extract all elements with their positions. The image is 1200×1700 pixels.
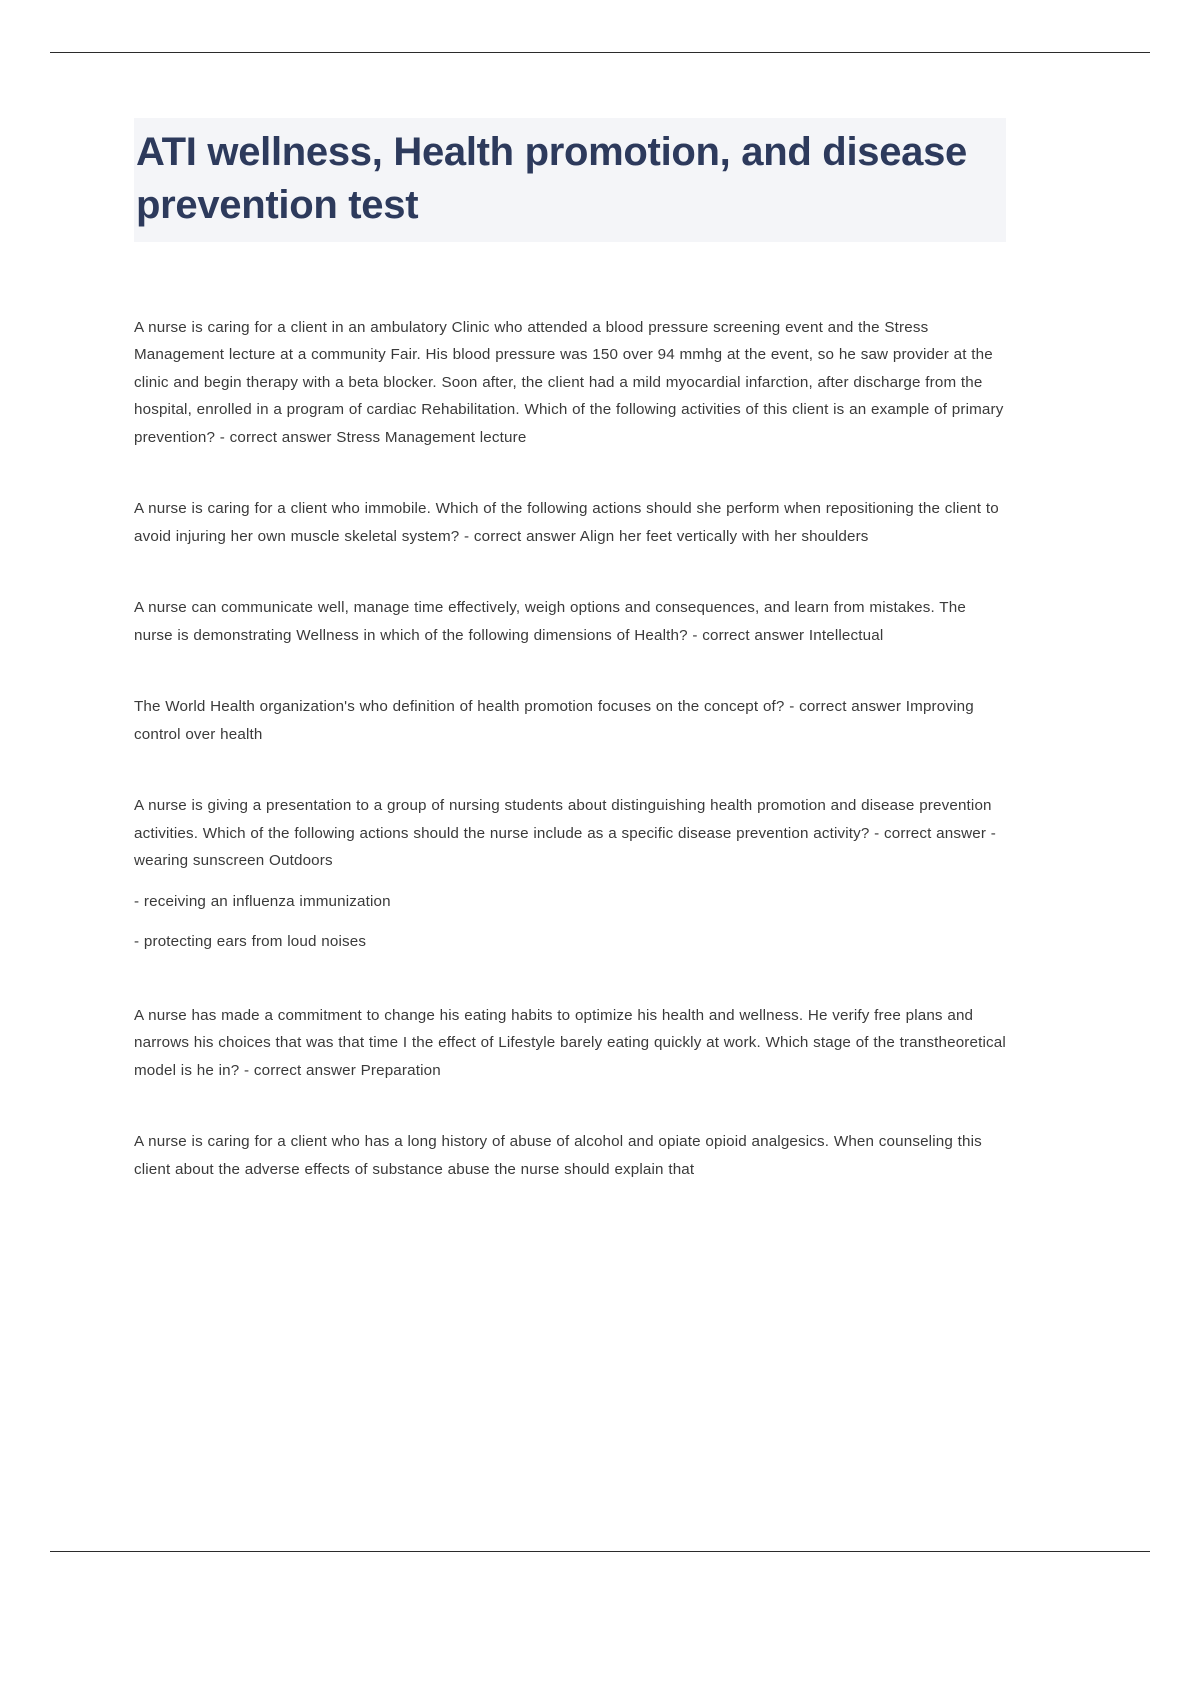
question-paragraph-5: A nurse is giving a presentation to a group of nursing students about distinguishing health promotion and disease prevention activities. Which of the following actions should the nurse include as a specific disease prevention activity? - correct answer - wearing sunscreen Outdoors bbox=[134, 797, 996, 870]
answer-option-influenza-immunization: - receiving an influenza immunization bbox=[134, 892, 391, 910]
page-bottom-divider bbox=[50, 1551, 1150, 1552]
question-paragraph-6: A nurse has made a commitment to change his eating habits to optimize his health and wellness. He verify free plans and narrows his choices that was that time I the effect of Lifestyle barely eating quickly at work. Which stage of the transtheoretical model is he in? - correct answer Preparation bbox=[134, 1006, 1006, 1079]
question-paragraph-7: A nurse is caring for a client who has a long history of abuse of alcohol and opiate opioid analgesics. When counseling this client about the adverse effects of substance abuse the nurse should explain that bbox=[134, 1133, 982, 1178]
page-title: ATI wellness, Health promotion, and disease prevention test bbox=[134, 118, 1006, 242]
question-paragraph-2: A nurse is caring for a client who immobile. Which of the following actions should she perform when repositioning the client to avoid injuring her own muscle skeletal system? - correct answer Align her feet vertically with her shoulders bbox=[134, 500, 999, 545]
document-body bbox=[134, 314, 1006, 1184]
answer-option-protecting-ears: - protecting ears from loud noises bbox=[134, 933, 367, 951]
question-paragraph-4: The World Health organization's who definition of health promotion focuses on the concept of? - correct answer Improving control over health bbox=[134, 698, 974, 743]
question-paragraph-1: A nurse is caring for a client in an ambulatory Clinic who attended a blood pressure screening event and the Stress Management lecture at a community Fair. His blood pressure was 150 over 94 mmhg at the event, so he saw provider at the clinic and begin therapy with a beta blocker. Soon after, the client had a mild myocardial infarction, after discharge from the hospital, enrolled in a program of cardiac Rehabilitation. Which of the following activities of this client is an example of primary prevention? - correct answer Stress Management lecture bbox=[134, 318, 1004, 446]
page-top-divider bbox=[50, 52, 1150, 53]
question-paragraph-3: A nurse can communicate well, manage time effectively, weigh options and consequences, and learn from mistakes. The nurse is demonstrating Wellness in which of the following dimensions of Health? - correct answer Intellectual bbox=[134, 599, 966, 644]
document-content bbox=[134, 118, 1006, 1183]
